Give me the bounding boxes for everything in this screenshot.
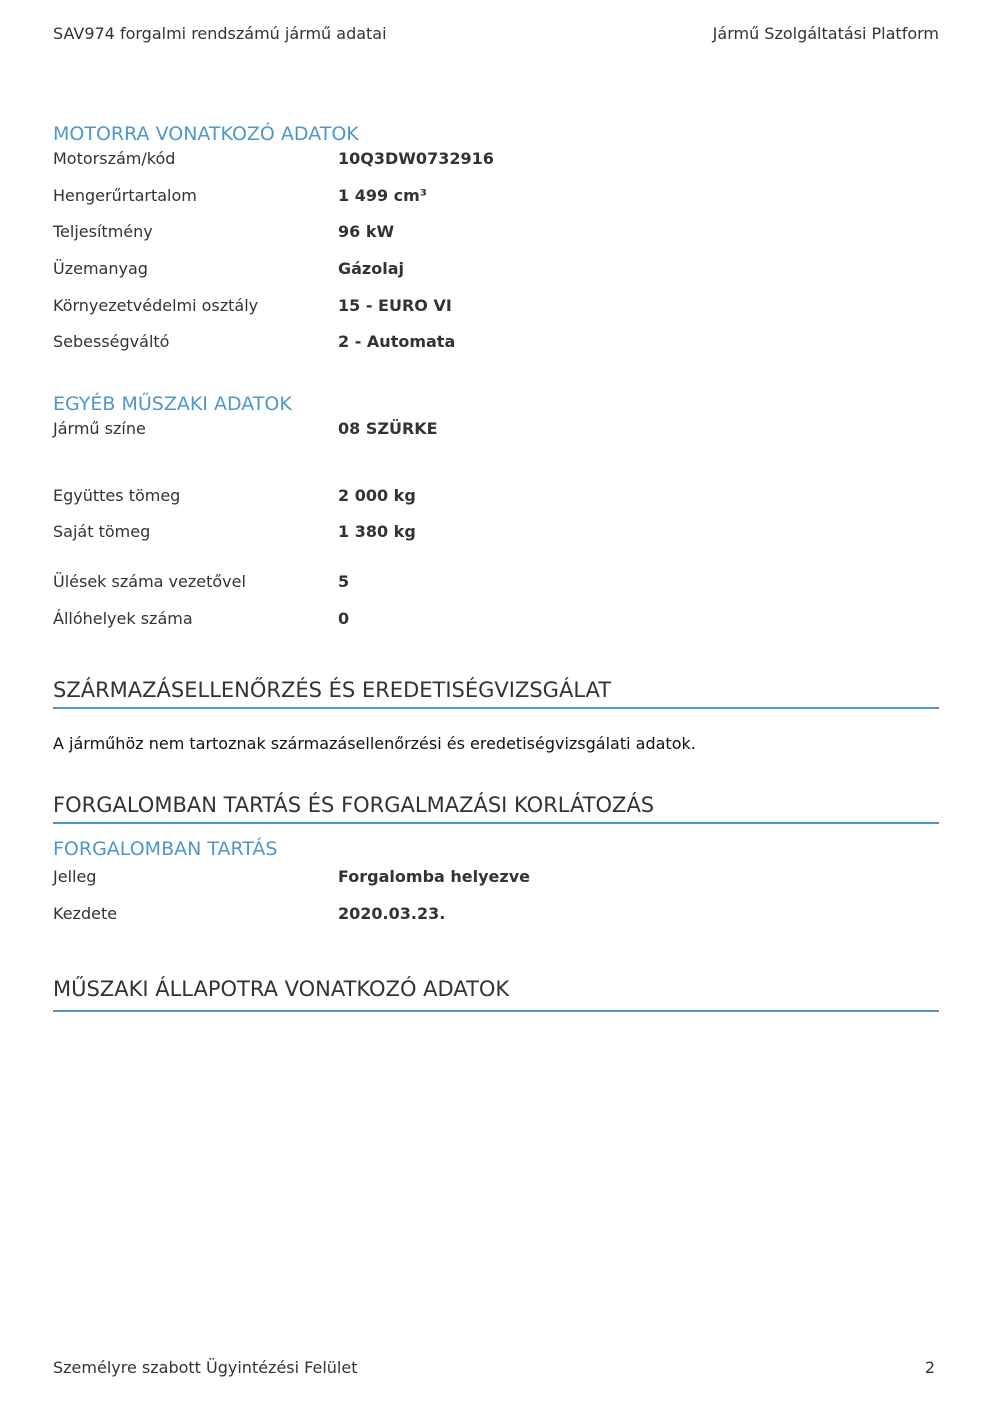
- other-tech-section-title: EGYÉB MŰSZAKI ADATOK: [53, 393, 292, 415]
- origin-check-section-title: SZÁRMAZÁSELLENŐRZÉS ÉS EREDETISÉGVIZSGÁLAT: [53, 678, 612, 702]
- row-value: 2020.03.23.: [338, 904, 446, 923]
- row-label: Jármű színe: [53, 419, 146, 438]
- row-value: Forgalomba helyezve: [338, 867, 530, 886]
- other-row-own-weight: [53, 522, 939, 544]
- row-label: Sebességváltó: [53, 332, 170, 351]
- row-value: 5: [338, 572, 350, 591]
- row-label: Állóhelyek száma: [53, 609, 193, 628]
- other-row-gross-weight: [53, 486, 939, 508]
- row-label: Üzemanyag: [53, 259, 148, 278]
- footer-label: Személyre szabott Ügyintézési Felület: [53, 1358, 358, 1377]
- row-value: Gázolaj: [338, 259, 404, 278]
- motor-row-transmission: [53, 332, 939, 354]
- traffic-row-start-date: [53, 904, 939, 926]
- row-value: 08 SZÜRKE: [338, 419, 438, 438]
- row-label: Együttes tömeg: [53, 486, 181, 505]
- row-value: 1 380 kg: [338, 522, 416, 541]
- row-value: 96 kW: [338, 222, 395, 241]
- other-row-standing-places: [53, 609, 939, 631]
- traffic-row-type: [53, 867, 939, 889]
- page-number: 2: [924, 1358, 935, 1377]
- other-row-color: [53, 419, 939, 441]
- row-label: Jelleg: [53, 867, 97, 886]
- row-label: Kezdete: [53, 904, 118, 923]
- section-divider: [53, 822, 939, 824]
- motor-row-emission-class: [53, 296, 939, 318]
- section-divider: [53, 707, 939, 709]
- other-row-seats: [53, 572, 939, 594]
- row-value: 2 000 kg: [338, 486, 416, 505]
- row-label: Hengerűrtartalom: [53, 186, 197, 205]
- motor-row-displacement: [53, 186, 939, 208]
- traffic-section-title: FORGALOMBAN TARTÁS ÉS FORGALMAZÁSI KORLÁTOZÁS: [53, 793, 655, 817]
- row-value: 15 - EURO VI: [338, 296, 452, 315]
- row-label: Ülések száma vezetővel: [53, 572, 246, 591]
- header-document-title: SAV974 forgalmi rendszámú jármű adatai: [53, 24, 387, 43]
- row-value: 10Q3DW0732916: [338, 149, 494, 168]
- motor-row-power: [53, 222, 939, 244]
- origin-check-note: A járműhöz nem tartoznak származásellenőrzési és eredetiségvizsgálati adatok.: [53, 734, 696, 753]
- row-label: Motorszám/kód: [53, 149, 176, 168]
- motor-row-fuel: [53, 259, 939, 281]
- row-value: 0: [338, 609, 350, 628]
- row-value: 1 499 cm³: [338, 186, 427, 205]
- row-label: Saját tömeg: [53, 522, 151, 541]
- row-value: 2 - Automata: [338, 332, 456, 351]
- section-divider: [53, 1010, 939, 1012]
- traffic-subsection-title: FORGALOMBAN TARTÁS: [53, 838, 278, 860]
- motor-section-title: MOTORRA VONATKOZÓ ADATOK: [53, 123, 359, 145]
- row-label: Környezetvédelmi osztály: [53, 296, 259, 315]
- row-label: Teljesítmény: [53, 222, 153, 241]
- motor-row-engine-code: [53, 149, 939, 171]
- technical-condition-section-title: MŰSZAKI ÁLLAPOTRA VONATKOZÓ ADATOK: [53, 977, 510, 1001]
- header-platform-name: Jármű Szolgáltatási Platform: [712, 24, 939, 43]
